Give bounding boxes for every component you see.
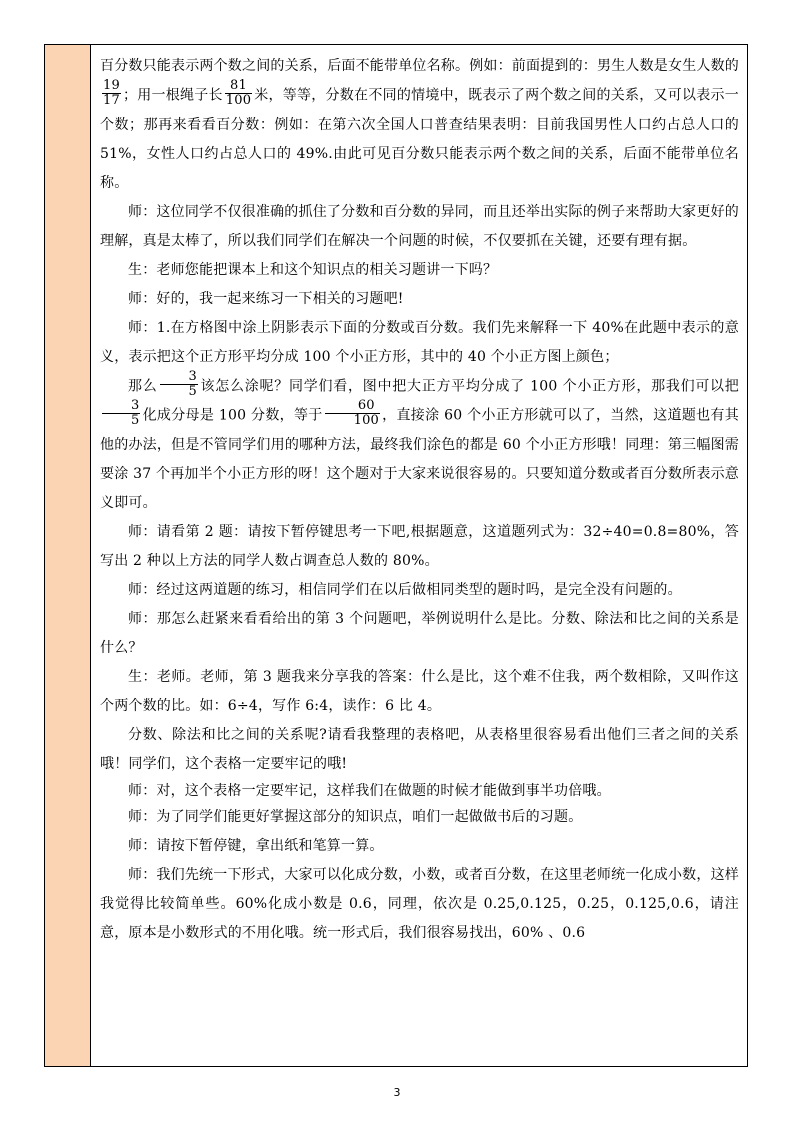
fraction-3-5-b: $\frac{3}{5}$ bbox=[102, 399, 140, 428]
paragraph-14: 师：请按下暂停键，拿出纸和笔算一算。 bbox=[128, 837, 384, 854]
paragraph-15: 师：我们先统一下形式，大家可以化成分数，小数，或者百分数，在这里老师统一化成小数，这样我觉得比较简单些。60%化成小数是 0.6，同理，依次是 0.25,0.125，0.25，0.125,0.6，请注意，原本是小数形式的不用化哦。统一形式后，我们很容易找出，60% 、0.6 bbox=[100, 866, 739, 941]
side-column bbox=[45, 45, 91, 1066]
paragraph-12: 师：对，这个表格一定要牢记，这样我们在做题的时候才能做到事半功倍哦。 bbox=[128, 782, 611, 799]
paragraph-4: 师：好的，我一起来练习一下相关的习题吧! bbox=[128, 290, 404, 307]
paragraph-9: 师：那怎么赶紧来看看给出的第 3 个问题吧，举例说明什么是比。分数、除法和比之间的关系是什么？ bbox=[100, 610, 739, 656]
paragraph-11: 分数、除法和比之间的关系呢?请看我整理的表格吧，从表格里很容易看出他们三者之间的关系哦！同学们，这个表格一定要牢记的哦! bbox=[100, 726, 739, 772]
page-number: 3 bbox=[393, 1086, 401, 1099]
page-frame bbox=[44, 44, 748, 1067]
paragraph-2: 师：这位同学不仅很准确的抓住了分数和百分数的异同，而且还举出实际的例子来帮助大家更好的理解，真是太棒了，所以我们同学们在解决一个问题的时候，不仅要抓在关键，还要有理有据。 bbox=[100, 203, 739, 249]
paragraph-1: 百分数只能表示两个数之间的关系，后面不能带单位名称。例如：前面提到的：男生人数是女生人数的 $\frac{19}{17}$ ；用一根绳子长 $\frac{81}{100}$ 米，等等，分数在不同的情境中，既表示了两个数之间的关系，又可以表示一个数；那再来看看百分数：例如：在第六次全国人口普查结果表明：目前我国男性人口约占总人口的 51%，女性人口约占总人口的 49%.由此可见百分数只能表示两个数之间的关系，后面不能带单位名称。 bbox=[100, 58, 739, 191]
paragraph-10: 生：老师。老师，第 3 题我来分享我的答案：什么是比，这个难不住我，两个数相除，又叫作这个两个数的比。如：6÷4，写作 6:4，读作：6 比 4。 bbox=[100, 668, 739, 714]
fraction-60-100: $\frac{60}{100}$ bbox=[325, 399, 380, 428]
fraction-3-5: $\frac{3}{5}$ bbox=[160, 370, 198, 399]
paragraph-3: 生：老师您能把课本上和这个知识点的相关习题讲一下吗？ bbox=[128, 261, 498, 278]
fraction-81-100: $\frac{81}{100}$ bbox=[225, 78, 252, 108]
paragraph-6: 那么 $\frac{3}{5}$ 该怎么涂呢？同学们看，图中把大正方平均分成了 100 个小正方形，那我们可以把 $\frac{3}{5}$ 化成分母是 100 分数，等于 $\frac{60}{100}$ ，直接涂 60 个小正方形就可以了，当然，这道题也有其他的办法，但是不管同学们用的哪种方法，最终我们涂色的都是 60 个小正方形哦！同理：第三幅图需要涂 37 个再加半个小正方形的呀！这个题对于大家来说很容易的。只要知道分数或者百分数所表示意义即可。 bbox=[100, 368, 740, 511]
paragraph-8: 师：经过这两道题的练习，相信同学们在以后做相同类型的题时吗，是完全没有问题的。 bbox=[128, 581, 682, 598]
content-cell bbox=[91, 45, 747, 1066]
paragraph-7: 师：请看第 2 题：请按下暂停键思考一下吧,根据题意，这道题列式为：32÷40=0.8=80%，答写出 2 种以上方法的同学人数占调查总人数的 80%。 bbox=[100, 523, 739, 569]
paragraph-13: 师：为了同学们能更好掌握这部分的知识点，咱们一起做做书后的习题。 bbox=[128, 808, 583, 825]
fraction-19-17: $\frac{19}{17}$ bbox=[103, 78, 120, 108]
paragraph-5: 师：1.在方格图中涂上阴影表示下面的分数或百分数。我们先来解释一下 40%在此题中表示的意义，表示把这个正方形平均分成 100 个小正方形，其中的 40 个小正方图上颜色； bbox=[100, 319, 739, 365]
